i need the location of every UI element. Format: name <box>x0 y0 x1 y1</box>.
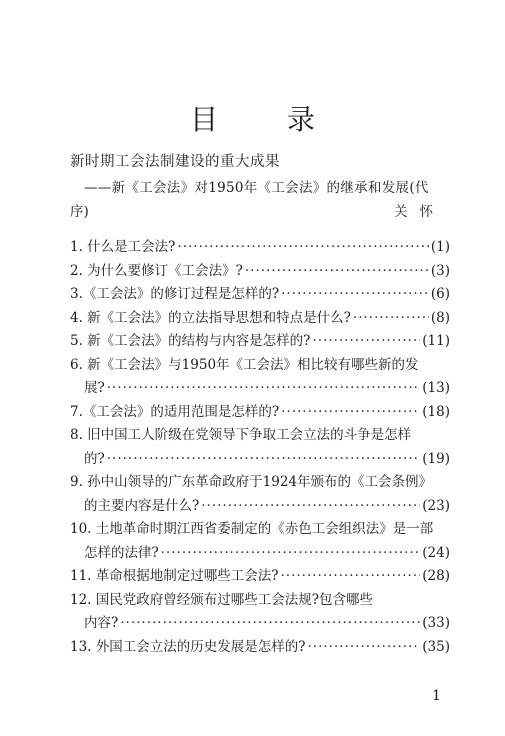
toc-leader-dots <box>353 307 429 331</box>
toc-page-number: (23) <box>422 497 450 514</box>
toc-leader-dots <box>107 377 421 401</box>
toc-entry[interactable] <box>70 354 450 378</box>
toc-entry[interactable] <box>70 471 450 495</box>
toc-entry-text: 6. 新《工会法》与1950年《工会法》相比较有哪些新的发 <box>70 356 419 373</box>
toc-entry-continuation[interactable] <box>70 542 450 566</box>
toc-entry-text: 内容? <box>84 615 119 631</box>
toc-entry-text: 3.《工会法》的修订过程是怎样的? <box>70 286 280 302</box>
toc-entry-text: 展? <box>84 380 105 396</box>
toc-entry-continuation[interactable] <box>70 612 450 636</box>
toc-page-number: (33) <box>422 615 450 631</box>
toc-page-number: (28) <box>422 568 450 584</box>
toc-page-number: (6) <box>430 286 450 302</box>
preface-author: 关怀 <box>394 204 445 220</box>
toc-entry-text: 7.《工会法》的适用范围是怎样的? <box>70 403 280 420</box>
toc-entry[interactable] <box>70 424 450 448</box>
toc-entry-text: 5. 新《工会法》的结构与内容是怎样的? <box>70 333 311 349</box>
toc-entry-text: 10. 土地革命时期江西省委制定的《赤色工会组织法》是一部 <box>70 521 434 537</box>
toc-leader-dots <box>201 495 420 519</box>
preface-title: 新时期工会法制建设的重大成果 <box>70 154 280 170</box>
toc-page-number: (8) <box>430 309 450 326</box>
preface-subtitle-end <box>70 200 445 220</box>
toc-entry-text: 2. 为什么要修订《工会法》? <box>70 262 243 279</box>
toc-leader-dots <box>308 636 421 660</box>
toc-entry-text: 4. 新《工会法》的立法指导思想和特点是什么? <box>70 309 351 326</box>
toc-page-number: (11) <box>422 333 450 349</box>
toc-entry[interactable] <box>70 518 450 542</box>
toc-page-number: (19) <box>422 450 450 467</box>
toc-entry-text: 的? <box>84 450 105 467</box>
toc-entry[interactable] <box>70 307 450 331</box>
page-number: 1 <box>432 688 441 704</box>
preface-subtitle: ——新《工会法》对1950年《工会法》的继承和发展(代 <box>84 180 429 196</box>
toc-entry-text: 12. 国民党政府曾经颁布过哪些工会法规?包含哪些 <box>70 591 373 608</box>
toc-leader-dots <box>281 401 420 425</box>
toc-entry-text: 13. 外国工会立法的历史发展是怎样的? <box>70 638 306 655</box>
toc-page-number: (18) <box>422 403 450 420</box>
toc-page-number: (3) <box>430 262 450 279</box>
toc-leader-dots <box>281 565 421 589</box>
toc-entry-text: 1. 什么是工会法? <box>70 239 176 255</box>
toc-leader-dots <box>177 236 428 260</box>
toc-leader-dots <box>161 542 421 566</box>
toc-entry[interactable] <box>70 636 450 660</box>
toc-entry-text: 9. 孙中山领导的广东革命政府于1924年颁布的《工会条例》 <box>70 474 433 490</box>
toc-page-number: (1) <box>430 239 450 255</box>
toc-entry[interactable] <box>70 330 450 354</box>
toc-entry[interactable] <box>70 283 450 307</box>
table-of-contents <box>70 236 450 659</box>
toc-leader-dots <box>120 612 420 636</box>
page-title: 目 录 <box>190 103 345 136</box>
toc-entry-text: 的主要内容是什么? <box>84 497 200 514</box>
toc-entry[interactable] <box>70 589 450 613</box>
toc-leader-dots <box>107 448 421 472</box>
toc-entry[interactable] <box>70 236 450 260</box>
toc-entry[interactable] <box>70 260 450 284</box>
toc-entry-text: 怎样的法律? <box>84 544 159 561</box>
toc-entry-continuation[interactable] <box>70 377 450 401</box>
toc-entry-text: 8. 旧中国工人阶级在党领导下争取工会立法的斗争是怎样 <box>70 427 412 443</box>
toc-entry[interactable] <box>70 565 450 589</box>
toc-entry-continuation[interactable] <box>70 495 450 519</box>
toc-page-number: (35) <box>422 638 450 655</box>
toc-page-number: (13) <box>422 380 450 396</box>
toc-entry-continuation[interactable] <box>70 448 450 472</box>
toc-entry-text: 11. 革命根据地制定过哪些工会法? <box>70 568 279 584</box>
toc-leader-dots <box>281 283 429 307</box>
toc-entry[interactable] <box>70 401 450 425</box>
toc-leader-dots <box>312 330 420 354</box>
preface-subtitle-end-text: 序) <box>70 204 89 220</box>
toc-leader-dots <box>245 260 429 284</box>
toc-page-number: (24) <box>422 544 450 561</box>
